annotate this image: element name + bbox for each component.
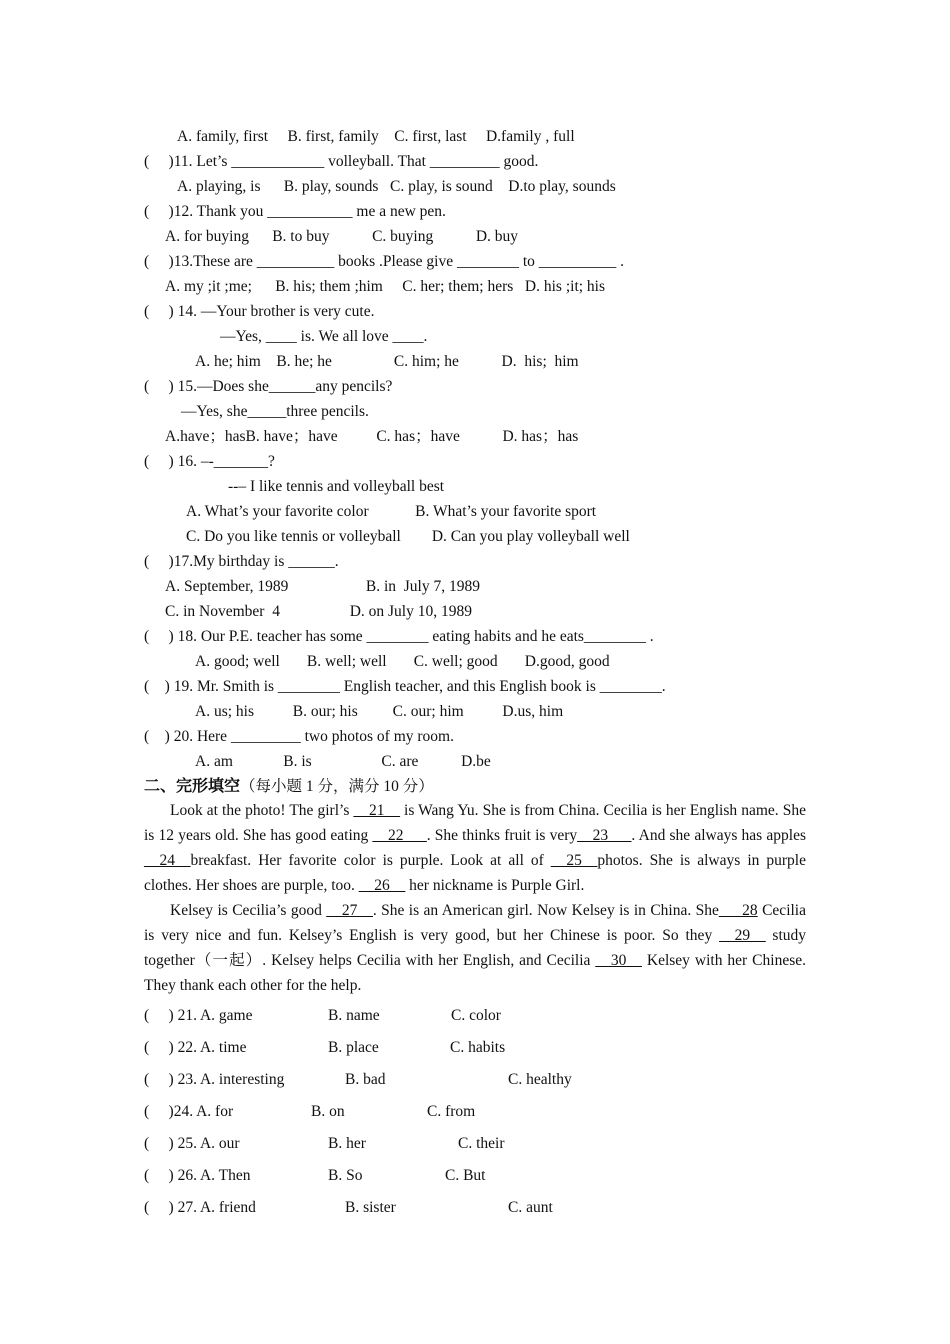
q19-options: A. us; his B. our; his C. our; him D.us, him — [195, 703, 564, 720]
q15-options: A.have；hasB. have；have C. has；have D. has；has — [165, 428, 579, 445]
choice-b: B. So — [328, 1167, 363, 1184]
q16-reply: --– I like tennis and volleyball best — [228, 478, 445, 495]
choice-c: C. aunt — [508, 1199, 553, 1216]
q13-stem: ( )13.These are __________ books .Please give ________ to __________ . — [144, 253, 625, 270]
choice-c: C. habits — [450, 1039, 506, 1056]
q14-reply: —Yes, ____ is. We all love ____. — [220, 328, 428, 345]
q11-stem: ( )11. Let’s ____________ volleyball. That _________ good. — [144, 153, 539, 170]
cloze-passage — [144, 798, 806, 998]
choice-a: ( ) 23. A. interesting — [144, 1071, 285, 1088]
choice-b: B. name — [328, 1007, 380, 1024]
section-note: （每小题 1 分，满分 10 分） — [240, 778, 434, 795]
q17-options-ab: A. September, 1989 B. in July 7, 1989 — [165, 578, 480, 595]
blank-27: __27__ — [326, 902, 373, 919]
q15-reply: —Yes, she_____three pencils. — [181, 403, 369, 420]
choice-a: ( ) 22. A. time — [144, 1039, 247, 1056]
q14-stem: ( ) 14. —Your brother is very cute. — [144, 303, 375, 320]
blank-24: __24__ — [144, 852, 191, 869]
q19-stem: ( ) 19. Mr. Smith is ________ English teacher, and this English book is ________. — [144, 678, 666, 695]
choice-a: ( ) 25. A. our — [144, 1135, 240, 1152]
blank-26: __26__ — [358, 877, 406, 894]
choice-b: B. her — [328, 1135, 366, 1152]
q18-options: A. good; well B. well; well C. well; good D.good, good — [195, 653, 610, 670]
blank-22: __22___ — [372, 827, 427, 844]
blank-21: __21__ — [353, 802, 400, 819]
section-title: 二、完形填空 — [144, 776, 241, 795]
section-heading — [144, 776, 434, 797]
q12-options: A. for buying B. to buy C. buying D. buy — [165, 228, 519, 245]
choice-b: B. place — [328, 1039, 379, 1056]
choice-c: C. from — [427, 1103, 476, 1120]
q12-stem: ( )12. Thank you ___________ me a new pen. — [144, 203, 446, 220]
q16-options-cd: C. Do you like tennis or volleyball D. Can you play volleyball well — [186, 528, 630, 545]
choice-c: C. But — [445, 1167, 486, 1184]
passage-paragraph-2: Kelsey is Cecilia’s good __27__. She is an American girl. Now Kelsey is in China. She___28 Cecilia is very nice and fun. Kelsey’s English is very good, but her Chinese is poor. So they __29__ study together（一起）. Kelsey helps Cecilia with her English, and Cecilia __30__ Kelsey with her Chinese. They thank each other for the help. — [144, 902, 807, 994]
choice-a: ( ) 27. A. friend — [144, 1199, 256, 1216]
q16-stem: ( ) 16. –-_______? — [144, 453, 275, 470]
blank-30: __30__ — [595, 952, 642, 969]
blank-25: __25__ — [550, 852, 598, 869]
q16-options-ab: A. What’s your favorite color B. What’s your favorite sport — [186, 503, 597, 520]
q17-stem: ( )17.My birthday is ______. — [144, 553, 339, 570]
choice-a: ( ) 21. A. game — [144, 1007, 253, 1024]
passage-paragraph-1: Look at the photo! The girl’s __21__ is Wang Yu. She is from China. Cecilia is her English name. She is 12 years old. She has good eating __22___. She thinks fruit is very__23___. And she always has apples __24__breakfast. Her favorite color is purple. Look at all of __25__photos. She is always in purple clothes. Her shoes are purple, too. __26__ her nickname is Purple Girl. — [144, 802, 806, 894]
q15-stem: ( ) 15.—Does she______any pencils? — [144, 378, 393, 395]
q17-options-cd: C. in November 4 D. on July 10, 1989 — [165, 603, 472, 620]
q18-stem: ( ) 18. Our P.E. teacher has some ________ eating habits and he eats________ . — [144, 628, 654, 645]
choice-b: B. sister — [345, 1199, 396, 1216]
choice-b: B. bad — [345, 1071, 386, 1088]
choice-b: B. on — [311, 1103, 345, 1120]
choice-c: C. color — [451, 1007, 501, 1024]
q20-stem: ( ) 20. Here _________ two photos of my room. — [144, 728, 454, 745]
choice-c: C. healthy — [508, 1071, 572, 1088]
q20-options: A. am B. is C. are D.be — [195, 753, 491, 770]
choice-c: C. their — [458, 1135, 505, 1152]
q10-options: A. family, first B. first, family C. first, last D.family , full — [177, 128, 575, 145]
blank-23: __23___ — [577, 827, 632, 844]
choice-a: ( ) 26. A. Then — [144, 1167, 251, 1184]
blank-28: ___28 — [718, 902, 758, 919]
q13-options: A. my ;it ;me; B. his; them ;him C. her; them; hers D. his ;it; his — [165, 278, 606, 295]
blank-29: __29__ — [719, 927, 766, 944]
q14-options: A. he; him B. he; he C. him; he D. his; him — [195, 353, 579, 370]
q11-options: A. playing, is B. play, sounds C. play, is sound D.to play, sounds — [177, 178, 616, 195]
choice-a: ( )24. A. for — [144, 1103, 234, 1120]
